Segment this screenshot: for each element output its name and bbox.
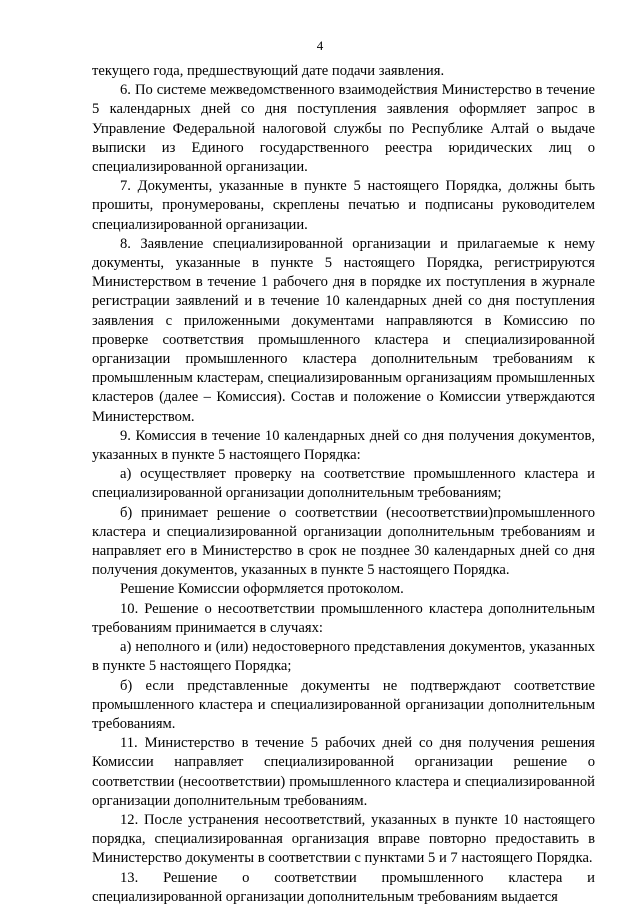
paragraph-item-7: 7. Документы, указанные в пункте 5 настоящего Порядка, должны быть прошиты, пронумерованы, скреплены печатью и подписаны руководителем специализированной организации. bbox=[92, 178, 595, 233]
paragraph-protocol-note: Решение Комиссии оформляется протоколом. bbox=[120, 581, 404, 598]
paragraph-item-9a: а) осуществляет проверку на соответствие промышленного кластера и специализированной организации дополнительным требованиям; bbox=[92, 466, 595, 502]
paragraph-item-13: 13. Решение о соответствии промышленного кластера и специализированной организации дополнительным требованиям выдается bbox=[92, 869, 595, 905]
paragraph-item-10: 10. Решение о несоответствии промышленного кластера дополнительным требованиям принимается в случаях: bbox=[92, 600, 595, 636]
document-body bbox=[92, 62, 595, 907]
page-number: 4 bbox=[316, 38, 324, 53]
paragraph-item-8: 8. Заявление специализированной организации и прилагаемые к нему документы, указанные в пункте 5 настоящего Порядка, регистрируются Министерством в течение 1 рабочего дня в порядке их поступления в журнале регистрации заявлений и в течение 10 календарных дней со дня поступления заявления с приложенными документами направляются в Комиссию по проверке соответствия промышленного кластера и специализированной организации промышленного кластера дополнительным требованиям к промышленным кластерам, специализированным организациям промышленных кластеров (далее – Комиссия). Состав и положение о Комиссии утверждаются Министерством. bbox=[92, 235, 595, 425]
paragraph-item-10b: б) если представленные документы не подтверждают соответствие промышленного кластера и специализированной организации дополнительным требованиям. bbox=[92, 677, 595, 732]
paragraph-item-12: 12. После устранения несоответствий, указанных в пункте 10 настоящего порядка, специализированная организация вправе повторно предоставить в Министерство документы в соответствии с пунктами 5 и 7 настоящего Порядка. bbox=[92, 811, 595, 867]
paragraph-item-6: 6. По системе межведомственного взаимодействия Министерство в течение 5 календарных дней со дня поступления заявления оформляет запрос в Управление Федеральной налоговой службы по Республике Алтай о выдаче выписки из Единого государственного реестра юридических лиц о специализированной организации. bbox=[92, 82, 595, 176]
paragraph-item-9b: б) принимает решение о соответствии (несоответствии)промышленного кластера и специализированной организации дополнительным требованиям и направляет его в Министерство в срок не позднее 30 календарных дней со дня получения документов, указанных в пункте 5 настоящего Порядка. bbox=[92, 504, 595, 579]
paragraph-item-11: 11. Министерство в течение 5 рабочих дней со дня получения решения Комиссии направляет специализированной организации решение о соответствии (несоответствии) промышленного кластера и специализированной организации дополнительным требованиям. bbox=[92, 735, 595, 809]
paragraph-continuation: текущего года, предшествующий дате подачи заявления. bbox=[92, 63, 445, 79]
paragraph-item-10a: а) неполного и (или) недостоверного представления документов, указанных в пункте 5 настоящего Порядка; bbox=[92, 639, 595, 675]
paragraph-item-9: 9. Комиссия в течение 10 календарных дней со дня получения документов, указанных в пункте 5 настоящего Порядка: bbox=[92, 427, 595, 464]
